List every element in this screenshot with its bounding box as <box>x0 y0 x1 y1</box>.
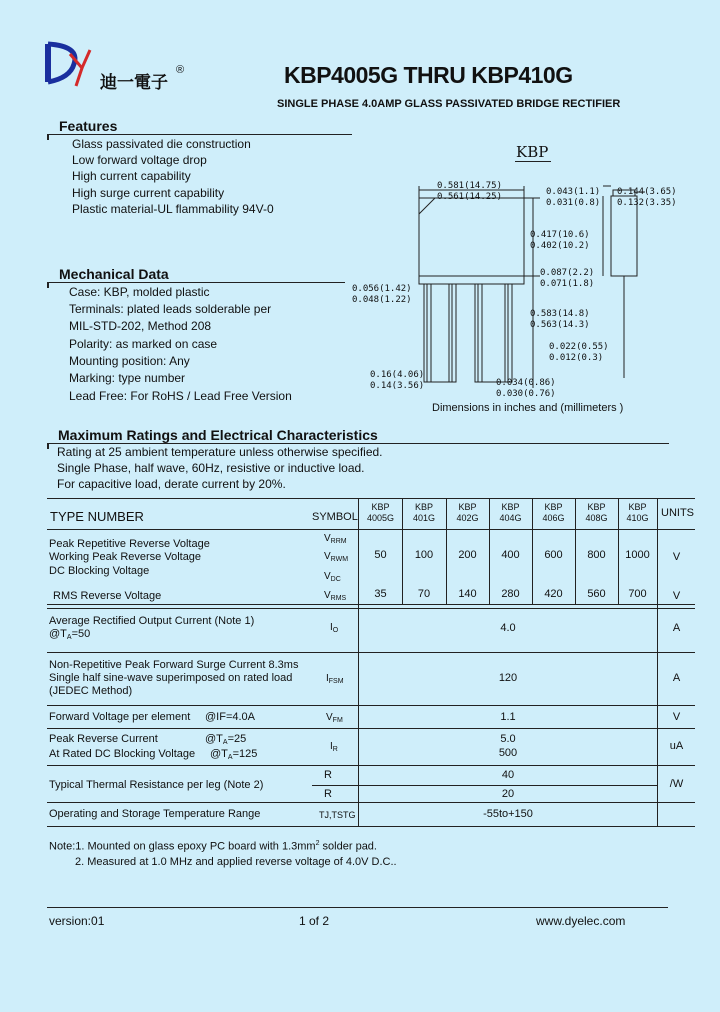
mechanical-item: Marking: type number <box>69 371 186 385</box>
value-cell: -55to+150 <box>483 808 533 820</box>
value-cell: 560 <box>587 588 606 600</box>
param-label: DC Blocking Voltage <box>49 565 150 577</box>
value-cell: 500 <box>498 747 518 759</box>
value-cell: 700 <box>628 588 647 600</box>
param-label: Typical Thermal Resistance per leg (Note 2) <box>49 779 264 791</box>
ratings-title: Maximum Ratings and Electrical Characteristics <box>58 427 378 443</box>
mechanical-rule-left <box>47 282 49 288</box>
param-condition: $@T_A=125$ <box>210 748 258 761</box>
mechanical-item: Polarity: as marked on case <box>69 337 218 351</box>
mechanical-divider <box>47 282 345 283</box>
ratings-rule-left <box>47 443 49 449</box>
unit-cell: V <box>672 711 681 723</box>
value-cell: 70 <box>417 588 431 600</box>
param-label: Non-Repetitive Peak Forward Surge Current 8.3ms <box>49 659 299 671</box>
dim-len-bot: 0.563(14.3) <box>530 320 590 330</box>
unit-cell: A <box>672 672 681 684</box>
note-1: Note:1. Mounted on glass epoxy PC board with $1.3mm^2$ solder pad. <box>49 840 377 853</box>
param-label: Single half sine-wave superimposed on rated load <box>49 672 293 684</box>
dim-dia-bot: 0.012(0.3) <box>549 353 604 363</box>
value-cell: 1.1 <box>500 711 516 723</box>
footer-divider <box>47 907 668 908</box>
value-cell: 420 <box>544 588 563 600</box>
dim-height-bot: 0.402(10.2) <box>530 241 590 251</box>
page-number: 1 of 2 <box>299 914 330 928</box>
dim-len-top: 0.583(14.8) <box>530 309 590 319</box>
symbol-cell: $V_{RRM}$ <box>324 533 347 545</box>
mechanical-item: Case: KBP, molded plastic <box>69 285 210 299</box>
dim-gap-top: 0.034(0.86) <box>496 378 556 388</box>
unit-cell: A <box>672 622 681 634</box>
value-cell: 100 <box>414 549 434 561</box>
value-cell: 50 <box>374 549 387 561</box>
mechanical-item: MIL-STD-202, Method 208 <box>69 319 212 333</box>
value-cell: 35 <box>374 588 387 600</box>
registered-mark: ® <box>176 64 185 76</box>
version-label: version:01 <box>49 914 105 928</box>
dim-lead-bot: 0.048(1.22) <box>352 295 412 305</box>
value-cell: 200 <box>458 549 477 561</box>
unit-cell: /W <box>669 778 684 790</box>
features-title: Features <box>59 118 118 134</box>
package-label-underline <box>515 161 551 162</box>
mechanical-title: Mechanical Data <box>59 266 169 282</box>
ratings-note: For capacitive load, derate current by 20%. <box>57 477 286 491</box>
value-cell: 800 <box>587 549 606 561</box>
model-header: KBP 410G <box>626 502 649 523</box>
symbol-cell: R <box>324 788 332 800</box>
param-label: Forward Voltage per element <box>49 711 191 723</box>
value-cell: 600 <box>544 549 563 561</box>
dim-step-bot: 0.071(1.8) <box>540 279 595 289</box>
dim-pitch-top: 0.16(4.06) <box>370 370 425 380</box>
mechanical-item: Lead Free: For RoHS / Lead Free Version <box>69 389 292 403</box>
model-header: KBP 4005G <box>366 502 395 523</box>
dim-step-top: 0.087(2.2) <box>540 268 595 278</box>
page-subtitle: SINGLE PHASE 4.0AMP GLASS PASSIVATED BRIDGE RECTIFIER <box>277 98 621 110</box>
symbol-cell: $I_{FSM}$ <box>326 673 344 685</box>
ratings-note: Single Phase, half wave, 60Hz, resistive or inductive load. <box>57 461 365 475</box>
param-condition: @IF=4.0A <box>205 711 255 723</box>
dim-thick-bot: 0.031(0.8) <box>546 198 601 208</box>
unit-cell: uA <box>669 740 684 752</box>
dim-pitch-bot: 0.14(3.56) <box>370 381 425 391</box>
dim-side-top: 0.144(3.65) <box>617 187 677 197</box>
model-header: KBP 406G <box>542 502 565 523</box>
param-label: Average Rectified Output Current (Note 1) <box>49 615 255 627</box>
param-condition: $@T_A=50$ <box>49 628 91 641</box>
feature-item: Plastic material-UL flammability 94V-0 <box>72 202 274 216</box>
feature-item: High current capability <box>72 169 191 183</box>
diagram-caption: Dimensions in inches and (millimeters ) <box>432 402 624 414</box>
param-label: Operating and Storage Temperature Range <box>49 808 261 820</box>
units-header: UNITS <box>661 507 694 519</box>
symbol-header: SYMBOL <box>312 511 358 523</box>
param-label: At Rated DC Blocking Voltage <box>49 748 196 760</box>
value-cell: 140 <box>458 588 477 600</box>
param-label: (JEDEC Method) <box>49 685 133 697</box>
symbol-cell: $V_{RMS}$ <box>324 590 347 602</box>
symbol-cell: R <box>324 769 332 781</box>
note-2: 2. Measured at 1.0 MHz and applied reverse voltage of 4.0V D.C.. <box>75 856 397 868</box>
value-cell: 20 <box>501 788 515 800</box>
company-name-cn: 迪一電子 <box>100 73 168 93</box>
feature-item: Glass passivated die construction <box>72 137 251 151</box>
company-logo <box>40 38 100 90</box>
param-condition: $@T_A=25$ <box>205 733 247 746</box>
unit-cell: V <box>672 590 681 602</box>
param-label: Peak Repetitive Reverse Voltage <box>49 538 210 550</box>
symbol-cell: $V_{FM}$ <box>326 712 343 724</box>
value-cell: 280 <box>501 588 520 600</box>
param-label: RMS Reverse Voltage <box>53 590 162 602</box>
param-label: Working Peak Reverse Voltage <box>49 551 202 563</box>
model-header: KBP 401G <box>412 502 436 523</box>
value-cell: 40 <box>501 769 515 781</box>
feature-item: High surge current capability <box>72 186 225 200</box>
dim-side-bot: 0.132(3.35) <box>617 198 677 208</box>
model-header: KBP 408G <box>585 502 608 523</box>
features-divider <box>47 134 352 135</box>
ratings-divider <box>47 443 669 444</box>
dim-width-top: 0.581(14.75) <box>437 181 503 191</box>
model-header: KBP 402G <box>456 502 479 523</box>
features-rule-left <box>47 134 49 140</box>
value-cell: 5.0 <box>500 733 516 745</box>
website-link[interactable]: www.dyelec.com <box>536 914 626 928</box>
value-cell: 4.0 <box>500 622 516 634</box>
value-cell: 120 <box>498 672 518 684</box>
value-cell: 1000 <box>625 549 650 561</box>
mechanical-item: Mounting position: Any <box>69 354 190 368</box>
unit-cell: V <box>672 551 681 563</box>
dim-height-top: 0.417(10.6) <box>530 230 590 240</box>
mechanical-item: Terminals: plated leads solderable per <box>69 302 272 316</box>
symbol-cell: $V_{RWM}$ <box>324 551 349 563</box>
value-cell: 400 <box>501 549 520 561</box>
package-label: KBP <box>516 143 549 161</box>
page-title: KBP4005G THRU KBP410G <box>284 62 573 88</box>
symbol-cell: $I_O$ <box>330 622 339 634</box>
symbol-cell: TJ,TSTG <box>319 810 356 820</box>
dim-lead-top: 0.056(1.42) <box>352 284 412 294</box>
ratings-note: Rating at 25 ambient temperature unless otherwise specified. <box>57 445 383 459</box>
dim-width-bot: 0.561(14.25) <box>437 192 503 202</box>
dim-gap-bot: 0.030(0.76) <box>496 389 556 399</box>
dim-thick-top: 0.043(1.1) <box>546 187 601 197</box>
feature-item: Low forward voltage drop <box>72 153 207 167</box>
model-header: KBP 404G <box>499 502 522 523</box>
symbol-cell: $I_R$ <box>330 741 338 753</box>
symbol-cell: $V_{DC}$ <box>324 571 341 583</box>
param-label: Peak Reverse Current <box>49 733 158 745</box>
type-number-header: TYPE NUMBER <box>50 509 144 524</box>
dim-dia-top: 0.022(0.55) <box>549 342 609 352</box>
